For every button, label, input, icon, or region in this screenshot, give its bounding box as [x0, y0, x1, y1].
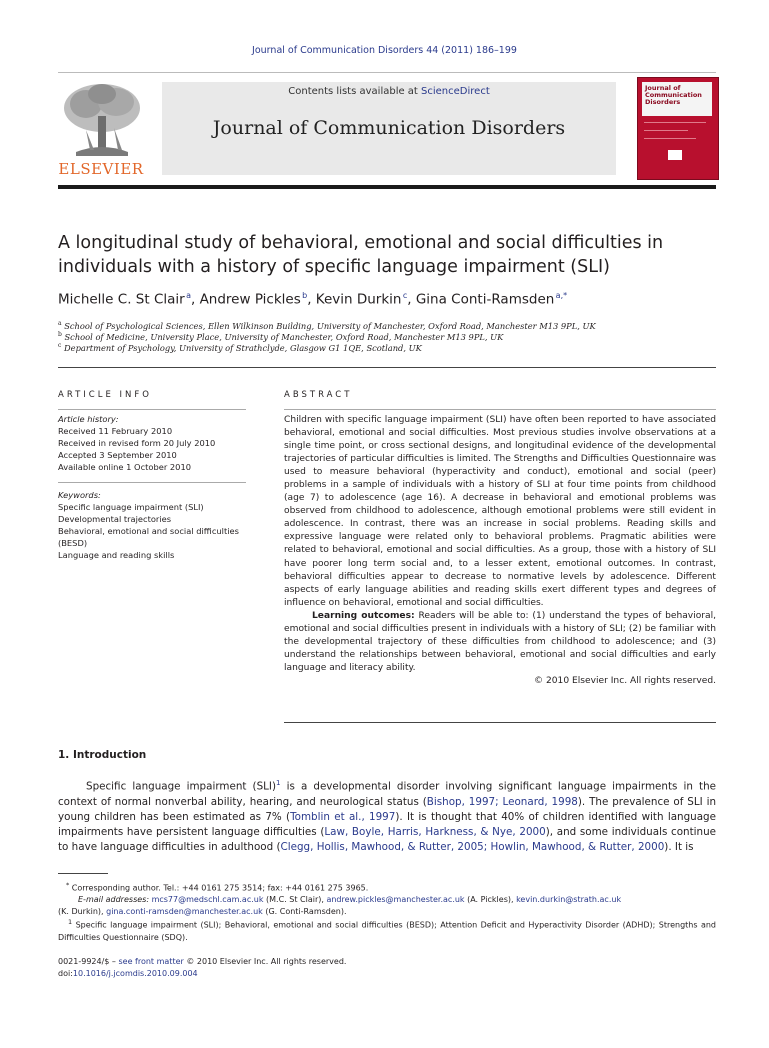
affiliation-mark: a: [58, 320, 62, 327]
intro-heading: 1. Introduction: [58, 749, 147, 761]
intro-text: ). It is: [664, 841, 694, 854]
front-matter-link[interactable]: see front matter: [118, 957, 184, 966]
history-item: Available online 1 October 2010: [58, 462, 192, 472]
intro-text: Specific language impairment (SLI): [86, 780, 277, 793]
citation-link[interactable]: Clegg, Hollis, Mawhood, & Rutter, 2005; Howlin, Mawhood, & Rutter, 2000: [280, 841, 665, 854]
cover-line: [644, 138, 696, 139]
doi-line: [58, 968, 716, 980]
affiliation: [58, 320, 718, 331]
learning-outcomes-label: Learning outcomes:: [312, 610, 415, 621]
author-affil-mark[interactable]: a: [186, 291, 191, 300]
keyword: Specific language impairment (SLI): [58, 502, 204, 512]
email-owner: (K. Durkin),: [58, 906, 107, 916]
doi-link[interactable]: 10.1016/j.jcomdis.2010.09.004: [72, 969, 198, 978]
abbreviation-footnote: $^1$ Specific language impairment (SLI); Behavioral, emotional and social difficulties (BESD); Attention Deficit and Hyperactivity Disorder (ADHD); Strengths and Difficulties Questionnaire (SDQ).: [58, 918, 716, 942]
author-name: Michelle C. St Clair: [58, 291, 185, 308]
sciencedirect-link[interactable]: ScienceDirect: [421, 86, 490, 97]
affiliation-text: School of Medicine, University Place, University of Manchester, Oxford Road, Manchester M13 9PL, UK: [64, 331, 504, 342]
abstract-bottom-rule: [284, 722, 716, 723]
intro-text: ). The prevalence of SLI in young children has been estimated as 7% (: [58, 795, 717, 823]
email-owner: (G. Conti-Ramsden).: [262, 906, 347, 916]
keyword: Behavioral, emotional and social difficulties: [58, 526, 239, 536]
author-name: Gina Conti-Ramsden: [415, 291, 555, 308]
article-history: [58, 413, 258, 473]
email-note-cont: [58, 906, 716, 918]
footnotes: [58, 880, 716, 943]
citation-link[interactable]: Law, Boyle, Harris, Harkness, & Nye, 2000: [324, 826, 546, 839]
author-name: Kevin Durkin: [315, 291, 402, 308]
learning-outcomes: [284, 610, 716, 675]
author-list: Michelle C. St Clair $^a$, Andrew Pickles $^b$, Kevin Durkin $^c$, Gina Conti-Ramsden $^{a,*}$: [58, 291, 568, 308]
email-link[interactable]: gina.conti-ramsden@manchester.ac.uk: [106, 906, 263, 916]
header-thick-divider: [58, 185, 716, 189]
footnote-rule: [58, 873, 108, 874]
publisher-name: ELSEVIER: [58, 160, 144, 178]
cover-line: [644, 122, 706, 123]
cover-title: Journal of Communication Disorders: [645, 84, 702, 106]
affiliation: [58, 342, 718, 353]
author-affil-mark[interactable]: b: [302, 291, 308, 300]
email-link[interactable]: andrew.pickles@manchester.ac.uk: [326, 895, 465, 905]
history-item: Received in revised form 20 July 2010: [58, 438, 216, 448]
abbreviation-text: Specific language impairment (SLI); Behavioral, emotional and social difficulties (BESD); Attention Deficit and Hyperactivity Disorder (ADHD); Strengths and Difficulties Questionnaire (SDQ).: [58, 921, 716, 942]
keywords-heading: Keywords:: [58, 490, 101, 500]
abstract-body: [284, 414, 716, 688]
keywords-rule: [58, 482, 246, 483]
email-owner: (M.C. St Clair),: [263, 895, 327, 905]
author-affil-mark[interactable]: a,*: [555, 291, 568, 300]
keywords: [58, 489, 258, 561]
article-title: A longitudinal study of behavioral, emotional and social difficulties in individuals with a history of specific language impairment (SLI): [58, 233, 664, 277]
abstract-copyright: © 2010 Elsevier Inc. All rights reserved.: [534, 675, 716, 686]
article-history-heading: Article history:: [58, 414, 119, 424]
citation-link[interactable]: Tomblin et al., 1997: [290, 810, 396, 823]
abstract-label: ABSTRACT: [284, 390, 353, 400]
email-note: [58, 894, 716, 906]
intro-text: ), and some individuals continue to have language difficulties in adulthood (: [58, 826, 716, 854]
issn-line: [58, 956, 716, 968]
email-label: E-mail addresses:: [78, 895, 150, 905]
header-divider: [58, 72, 716, 73]
learning-outcomes-text: Readers will be able to: (1) understand the types of behavioral, emotional and social difficulties present in individuals with a history of SLI; (2) be familiar with the developmental trajectory of these difficulties from childhood to adolescence; and (3) understand the relationships between behavioral, emotional and social difficulties and early language and literacy ability.: [284, 610, 716, 673]
affiliation: [58, 331, 718, 342]
keyword: (BESD): [58, 538, 88, 548]
email-link[interactable]: kevin.durkin@strath.ac.uk: [516, 895, 622, 905]
intro-text: is a developmental disorder involving significant language impairments in the context of normal nonverbal ability, hearing, and neurological status (: [58, 780, 716, 808]
section-divider: [58, 367, 716, 368]
front-matter-info: [58, 956, 716, 980]
abstract-text: Children with specific language impairment (SLI) have often been reported to have associated behavioral, emotional and social difficulties. Most previous studies involve observations at a single time point, or cross sectional designs, and longitudinal evidence of the developmental trajectories of particular difficulties is limited. The Strengths and Difficulties Questionnaire was used to measure behavioral (hyperactivity and conduct), emotional and social (peer) problems in a sample of individuals with a history of SLI at four time points from childhood (age 7) to adolescence (age 16). A decrease in behavioral and emotional problems was observed from childhood to adolescence, although emotional problems were still evident in adolescence. In contrast, there was an increase in social problems. Reading skills and expressive language were related only to behavioral problems. Pragmatic abilities were related to behavioral, emotional and social difficulties. As a group, those with a history of SLI have poorer long term social and, to a lesser extent, emotional outcomes. In contrast, behavioral difficulties appear to decrease to normative levels by adolescence. Different aspects of early language abilities and reading skills exert different types and degrees of influence on behavioral, emotional and social difficulties.: [284, 415, 716, 608]
cover-line: [644, 130, 688, 131]
cover-title-panel: [642, 82, 712, 116]
corresponding-author-text: Corresponding author. Tel.: +44 0161 275 3514; fax: +44 0161 275 3965.: [71, 883, 369, 893]
journal-citation[interactable]: Journal of Communication Disorders 44 (2011) 186–199: [252, 45, 517, 56]
affiliation-mark: c: [58, 342, 62, 349]
affiliation-text: School of Psychological Sciences, Ellen Wilkinson Building, University of Manchester, Oxford Road, Manchester M13 9PL, UK: [64, 320, 596, 331]
intro-paragraph: [58, 776, 716, 855]
issn-copyright: © 2010 Elsevier Inc. All rights reserved.: [183, 957, 347, 966]
author-affil-mark[interactable]: c: [402, 291, 408, 300]
history-item: Received 11 February 2010: [58, 426, 173, 436]
cover-emblem: [668, 150, 682, 160]
history-item: Accepted 3 September 2010: [58, 450, 177, 460]
elsevier-logo: [56, 80, 146, 180]
intro-body: [58, 776, 716, 855]
article-info-rule: [58, 409, 246, 410]
affiliation-text: Department of Psychology, University of Strathclyde, Glasgow G1 1QE, Scotland, UK: [64, 342, 422, 353]
email-link[interactable]: mcs77@medschl.cam.ac.uk: [151, 895, 264, 905]
doi-label: doi:: [58, 969, 73, 978]
email-owner: (A. Pickles),: [464, 895, 517, 905]
journal-title: Journal of Communication Disorders: [212, 117, 566, 139]
keyword: Language and reading skills: [58, 550, 175, 560]
author-name: Andrew Pickles: [199, 291, 301, 308]
contents-availability: [162, 86, 616, 97]
contents-prefix: Contents lists available at: [288, 86, 422, 97]
journal-cover-image: [637, 77, 719, 180]
intro-text: ). It is thought that 40% of children identified with language impairments have persistent language difficulties (: [58, 810, 716, 839]
article-info-label: ARTICLE INFO: [58, 390, 152, 400]
corresponding-author-note: * Corresponding author. Tel.: +44 0161 275 3514; fax: +44 0161 275 3965.: [66, 881, 369, 893]
issn-text: 0021-9924/$ –: [58, 957, 119, 966]
affiliation-mark: b: [58, 331, 62, 338]
footnote-marker[interactable]: 1: [276, 779, 281, 787]
citation-link[interactable]: Bishop, 1997; Leonard, 1998: [426, 795, 578, 808]
keyword: Developmental trajectories: [58, 514, 172, 524]
abstract-top-rule: [284, 409, 716, 410]
